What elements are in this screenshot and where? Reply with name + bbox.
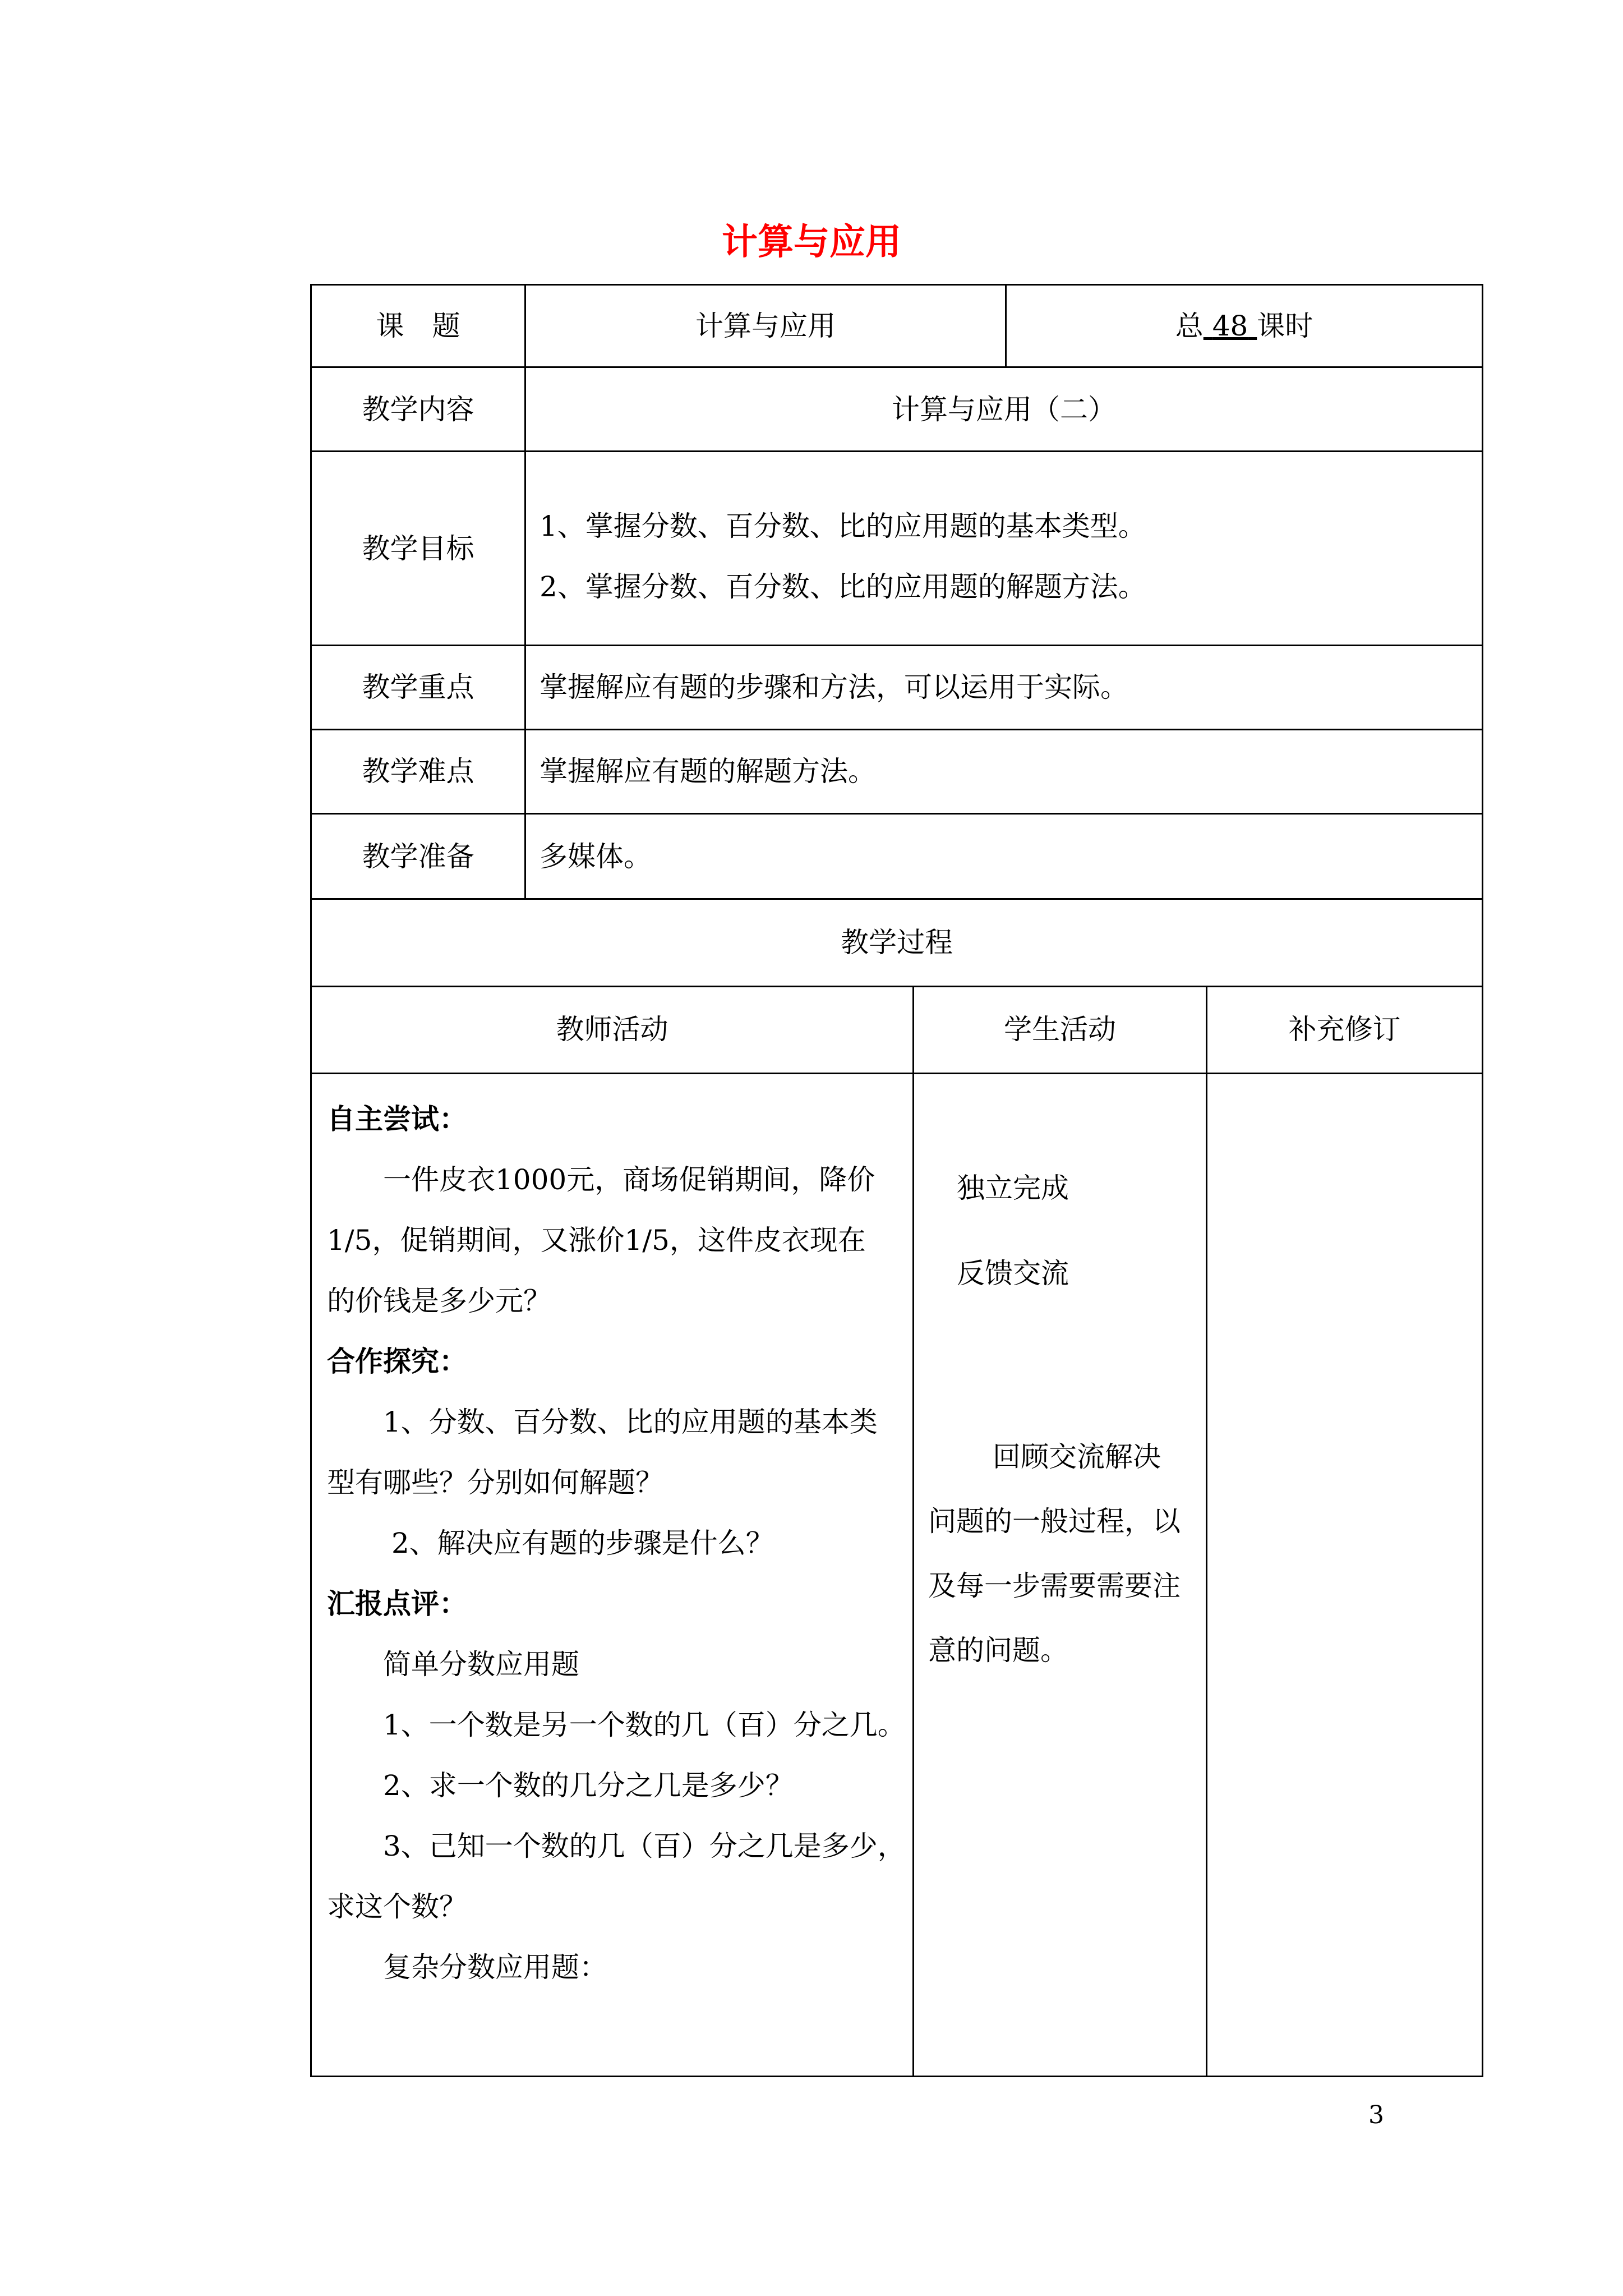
table-border bbox=[1482, 284, 1483, 2077]
topic-label: 课 题 bbox=[376, 310, 460, 342]
teacher-text-line: 3、己知一个数的几（百）分之几是多少， bbox=[383, 1830, 906, 1862]
goal-item: 2、掌握分数、百分数、比的应用题的解题方法。 bbox=[540, 570, 1146, 603]
column-divider bbox=[524, 284, 526, 900]
row-divider bbox=[310, 729, 1483, 730]
total-hours bbox=[1007, 312, 1482, 340]
difficulty-label: 教学难点 bbox=[362, 755, 474, 788]
goal-label: 教学目标 bbox=[362, 532, 474, 565]
table-border bbox=[310, 2076, 1483, 2077]
teacher-text-line: 2、解决应有题的步骤是什么？ bbox=[391, 1527, 774, 1559]
key-value: 掌握解应有题的步骤和方法，可以运用于实际。 bbox=[540, 671, 1128, 703]
teacher-text-line: 的价钱是多少元？ bbox=[327, 1285, 551, 1317]
document-title: 计算与应用 bbox=[722, 221, 901, 263]
row-divider bbox=[310, 450, 1483, 452]
student-text-line: 反馈交流 bbox=[957, 1257, 1069, 1290]
total-hours-suffix: 课时 bbox=[1257, 310, 1313, 342]
row-divider bbox=[310, 986, 1483, 987]
column-revision: 补充修订 bbox=[1288, 1013, 1401, 1046]
teacher-text-line: 型有哪些？分别如何解题？ bbox=[327, 1466, 663, 1499]
section-heading: 合作探究： bbox=[327, 1345, 467, 1378]
teacher-text-line: 一件皮衣1000元，商场促销期间，降价 bbox=[383, 1163, 875, 1196]
student-text-line: 独立完成 bbox=[957, 1172, 1069, 1204]
prep-value: 多媒体。 bbox=[540, 840, 652, 873]
row-divider bbox=[310, 813, 1483, 815]
column-divider bbox=[1206, 986, 1207, 2077]
total-hours-number: 48 bbox=[1212, 310, 1248, 342]
teacher-text-line: 简单分数应用题 bbox=[383, 1648, 579, 1681]
process-label: 教学过程 bbox=[841, 926, 953, 959]
table-border bbox=[310, 284, 1483, 286]
row-divider bbox=[310, 1073, 1483, 1074]
column-student: 学生活动 bbox=[1004, 1013, 1116, 1046]
row-divider bbox=[310, 898, 1483, 900]
teacher-text-line: 求这个数？ bbox=[327, 1890, 467, 1923]
content-value: 计算与应用（二） bbox=[892, 393, 1116, 426]
content-label: 教学内容 bbox=[362, 393, 474, 426]
section-heading: 自主尝试： bbox=[327, 1102, 467, 1135]
student-text-line: 意的问题。 bbox=[928, 1634, 1068, 1667]
column-teacher: 教师活动 bbox=[556, 1013, 668, 1046]
row-divider bbox=[310, 366, 1483, 368]
column-divider bbox=[912, 986, 914, 2077]
key-label: 教学重点 bbox=[362, 671, 474, 703]
student-text-line: 及每一步需要需要注 bbox=[928, 1570, 1181, 1602]
teacher-text-line: 1、分数、百分数、比的应用题的基本类 bbox=[383, 1406, 878, 1438]
goal-item: 1、掌握分数、百分数、比的应用题的基本类型。 bbox=[540, 510, 1146, 542]
section-heading: 汇报点评： bbox=[327, 1587, 467, 1620]
teacher-text-line: 1、一个数是另一个数的几（百）分之几。 bbox=[383, 1709, 906, 1741]
total-hours-prefix: 总 bbox=[1175, 310, 1204, 342]
teacher-text-line: 1/5，促销期间，又涨价1/5，这件皮衣现在 bbox=[327, 1224, 866, 1257]
difficulty-value: 掌握解应有题的解题方法。 bbox=[540, 755, 876, 788]
row-divider bbox=[310, 645, 1483, 646]
page-number: 3 bbox=[1368, 2101, 1384, 2129]
teacher-text-line: 复杂分数应用题： bbox=[383, 1951, 607, 1984]
topic-value: 计算与应用 bbox=[695, 310, 836, 342]
teacher-text-line: 2、求一个数的几分之几是多少？ bbox=[383, 1769, 794, 1802]
prep-label: 教学准备 bbox=[362, 840, 474, 873]
student-text-line: 回顾交流解决 bbox=[993, 1441, 1161, 1473]
student-text-line: 问题的一般过程，以 bbox=[928, 1505, 1181, 1538]
